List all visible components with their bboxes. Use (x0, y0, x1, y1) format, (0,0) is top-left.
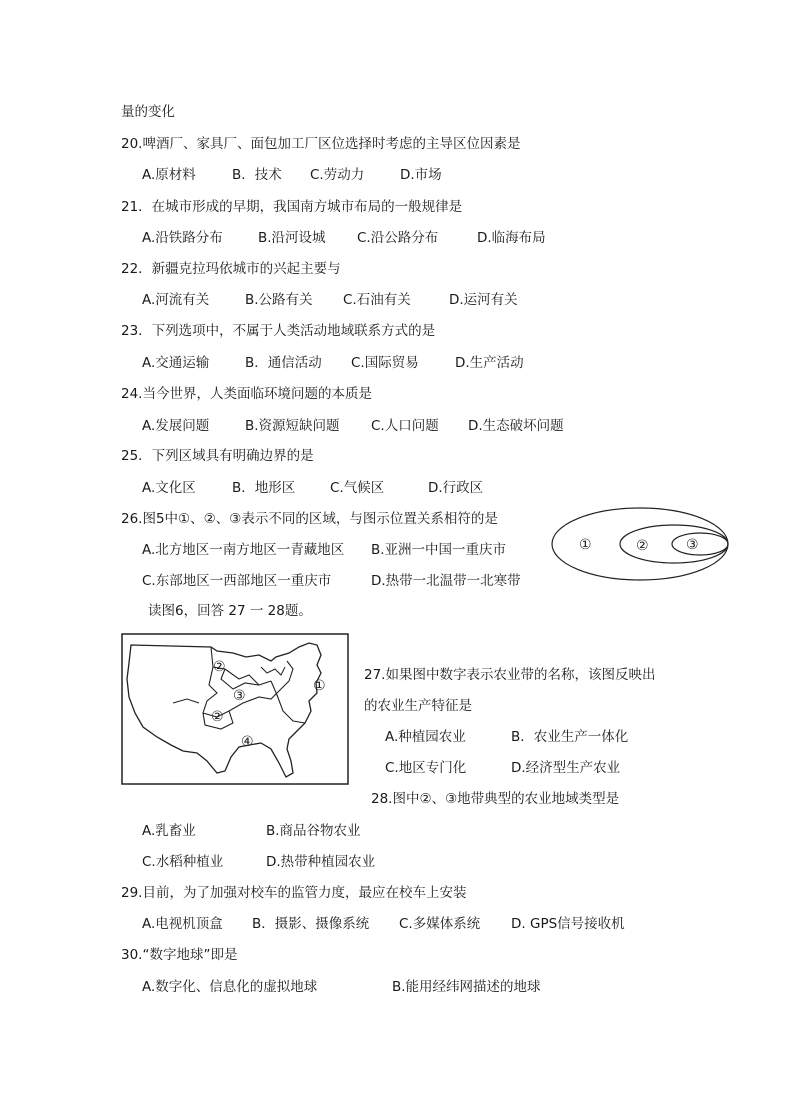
q23-option-b: B．通信活动 (245, 355, 322, 371)
question-25: 25．下列区域具有明确边界的是 (121, 448, 314, 464)
figure-5-nested-regions (549, 505, 739, 585)
q22-option-a: A.河流有关 (142, 292, 210, 308)
q26-option-a: A.北方地区一南方地区一青藏地区 (142, 542, 345, 558)
region-3-ellipse (672, 533, 728, 555)
q25-option-a: A.文化区 (142, 480, 196, 496)
text-continuation: 量的变化 (121, 104, 175, 120)
question-30: 30.“数字地球”即是 (121, 947, 238, 963)
q25-option-b: B．地形区 (232, 480, 296, 496)
q29-option-d: D. GPS信号接收机 (511, 916, 625, 932)
q21-option-c: C.沿公路分布 (357, 230, 439, 246)
q20-option-d: D.市场 (400, 167, 442, 183)
q20-option-c: C.劳动力 (310, 167, 365, 183)
belt-label-2-north: ② (213, 659, 226, 675)
belt-label-3: ③ (233, 688, 246, 704)
question-29: 29.目前，为了加强对校车的监管力度，最应在校车上安装 (121, 885, 467, 901)
q28-option-b: B.商品谷物农业 (266, 823, 361, 839)
q22-option-c: C.石油有关 (343, 292, 411, 308)
q20-option-b: B．技术 (232, 167, 282, 183)
q26-option-c: C.东部地区一西部地区一重庆市 (142, 573, 332, 589)
west-boundary (173, 699, 199, 703)
q28-option-a: A.乳畜业 (142, 823, 196, 839)
question-20: 20.啤酒厂、家具厂、面包加工厂区位选择时考虑的主导区位因素是 (121, 136, 521, 152)
q30-option-a: A.数字化、信息化的虚拟地球 (142, 979, 318, 995)
q29-option-a: A.电视机顶盒 (142, 916, 223, 932)
belt-label-1: ① (313, 678, 326, 694)
q25-option-d: D.行政区 (428, 480, 484, 496)
belt-label-4: ④ (241, 734, 254, 750)
question-23: 23．下列选项中，不属于人类活动地域联系方式的是 (121, 323, 436, 339)
region-3-label: ③ (686, 537, 699, 553)
belt-label-2-south: ② (211, 709, 224, 725)
q24-option-a: A.发展问题 (142, 418, 210, 434)
q27-option-b: B．农业生产一体化 (511, 729, 629, 745)
q26-option-d: D.热带一北温带一北寒带 (371, 573, 521, 589)
q24-option-b: B.资源短缺问题 (245, 418, 340, 434)
question-22: 22．新疆克拉玛依城市的兴起主要与 (121, 261, 341, 277)
q20-option-a: A.原材料 (142, 167, 196, 183)
q22-option-d: D.运河有关 (449, 292, 518, 308)
q23-option-d: D.生产活动 (455, 355, 524, 371)
region-2-label: ② (636, 538, 649, 554)
q28-option-d: D.热带种植园农业 (266, 854, 376, 870)
great-lakes-shore (261, 667, 285, 675)
figure-6-usa-map (121, 633, 349, 785)
belt-boundary-d (271, 681, 305, 723)
q24-option-c: C.人口问题 (371, 418, 439, 434)
q24-option-d: D.生态破坏问题 (468, 418, 564, 434)
region-1-label: ① (579, 537, 592, 553)
q29-option-b: B．摄影、摄像系统 (252, 916, 370, 932)
q23-option-c: C.国际贸易 (351, 355, 419, 371)
q21-option-d: D.临海布局 (477, 230, 546, 246)
q30-option-b: B.能用经纬网描述的地球 (392, 979, 541, 995)
question-28: 28.图中②、③地带典型的农业地域类型是 (371, 791, 620, 807)
q21-option-a: A.沿铁路分布 (142, 230, 223, 246)
q27-option-a: A.种植园农业 (385, 729, 466, 745)
q27-option-d: D.经济型生产农业 (511, 760, 621, 776)
question-24: 24.当今世界，人类面临环境问题的本质是 (121, 386, 372, 402)
q21-option-b: B.沿河设城 (258, 230, 326, 246)
q23-option-a: A.交通运输 (142, 355, 210, 371)
q25-option-c: C.气候区 (330, 480, 385, 496)
question-21: 21．在城市形成的早期，我国南方城市布局的一般规律是 (121, 199, 463, 215)
reading-prompt: 读图6，回答 27 一 28题。 (148, 603, 312, 619)
question-26: 26.图5中①、②、③表示不同的区域，与图示位置关系相符的是 (121, 511, 498, 527)
question-27-line2: 的农业生产特征是 (364, 698, 472, 714)
q27-option-c: C.地区专门化 (385, 760, 467, 776)
q22-option-b: B.公路有关 (245, 292, 313, 308)
q28-option-c: C.水稻种植业 (142, 854, 224, 870)
q29-option-c: C.多媒体系统 (399, 916, 481, 932)
question-27-line1: 27.如果图中数字表示农业带的名称，该图反映出 (364, 667, 656, 683)
q26-option-b: B.亚洲一中国一重庆市 (371, 542, 507, 558)
